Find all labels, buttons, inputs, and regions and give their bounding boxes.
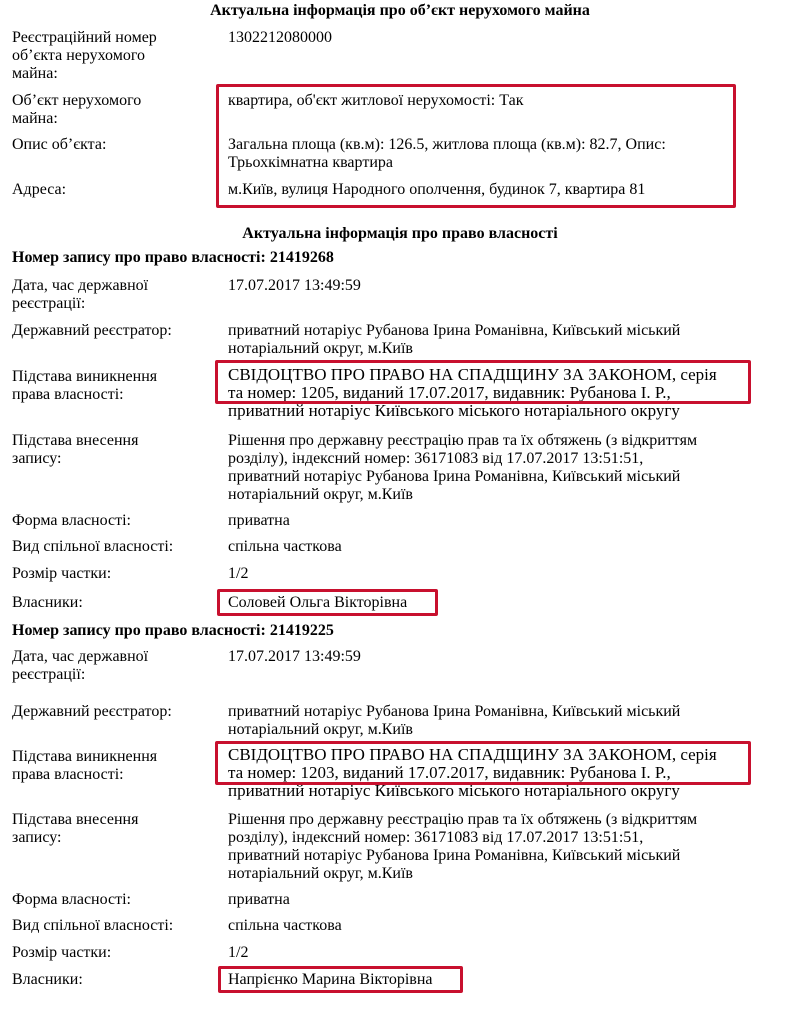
ownership-section-title: Актуальна інформація про право власності (242, 225, 558, 242)
record-1-joint-label: Вид спільної власності: (12, 538, 174, 555)
description-value: Загальна площа (кв.м): 126.5, житлова площа (кв.м): 82.7, Опис: Трьохкімнатна квартира (228, 136, 666, 171)
record-2-owners-highlight (218, 966, 463, 993)
record-1-entry-basis-label: Підстава внесення запису: (12, 432, 139, 467)
record-1-owners-label: Власники: (12, 594, 83, 611)
record-2-basis-label: Підстава виникнення права власності: (12, 748, 158, 783)
record-1-header: Номер запису про право власності: 21419268 (12, 249, 334, 266)
record-1-owners-highlight (217, 589, 438, 616)
record-1-basis-value: СВІДОЦТВО ПРО ПРАВО НА СПАДЩИНУ ЗА ЗАКОНОМ, серія та номер: 1205, виданий 17.07.2017, видавник: Рубанова І. Р., приватний нотаріус Київського міського нотаріального округу (228, 365, 717, 420)
record-1-entry-basis-value: Рішення про державну реєстрацію прав та їх обтяжень (з відкриттям розділу), індексний номер: 36171083 від 17.07.2017 13:51:51, приватний нотаріус Рубанова Ірина Романівна, Київський міський нотаріальний округ, м.Київ (228, 432, 698, 503)
record-2-form-value: приватна (228, 891, 290, 908)
property-highlight-box (216, 84, 736, 208)
record-2-basis-highlight (215, 741, 751, 785)
record-1-basis-label: Підстава виникнення права власності: (12, 368, 158, 403)
address-label: Адреса: (12, 181, 67, 198)
record-2-form-label: Форма власності: (12, 891, 131, 908)
address-value: м.Київ, вулиця Народного ополчення, будинок 7, квартира 81 (228, 181, 646, 198)
record-2-entry-basis-value: Рішення про державну реєстрацію прав та їх обтяжень (з відкриттям розділу), індексний номер: 36171083 від 17.07.2017 13:51:51, приватний нотаріус Рубанова Ірина Романівна, Київський міський нотаріальний округ, м.Київ (228, 811, 698, 882)
record-1-share-value: 1/2 (228, 565, 249, 582)
record-1-form-value: приватна (228, 512, 290, 529)
record-1-registrar-label: Державний реєстратор: (12, 322, 172, 339)
record-2-date-label: Дата, час державної реєстрації: (12, 648, 149, 683)
record-2-registrar-value: приватний нотаріус Рубанова Ірина Романівна, Київський міський нотаріальний округ, м.Київ (228, 703, 681, 738)
record-2-registrar-label: Державний реєстратор: (12, 703, 172, 720)
property-section-title: Актуальна інформація про об’єкт нерухомого майна (210, 2, 590, 19)
record-2-date-value: 17.07.2017 13:49:59 (228, 648, 361, 665)
record-2-header: Номер запису про право власності: 21419225 (12, 622, 334, 639)
object-value: квартира, об'єкт житлової нерухомості: Так (228, 92, 524, 109)
record-2-owners-value: Напрієнко Марина Вікторівна (228, 971, 433, 988)
record-1-registrar-value: приватний нотаріус Рубанова Ірина Романівна, Київський міський нотаріальний округ, м.Київ (228, 322, 681, 357)
record-2-basis-value: СВІДОЦТВО ПРО ПРАВО НА СПАДЩИНУ ЗА ЗАКОНОМ, серія та номер: 1203, виданий 17.07.2017, видавник: Рубанова І. Р., приватний нотаріус Київського міського нотаріального округу (228, 745, 717, 800)
record-2-owners-label: Власники: (12, 971, 83, 988)
reg-number-label: Реєстраційний номер об’єкта нерухомого майна: (12, 29, 157, 82)
record-2-share-value: 1/2 (228, 944, 249, 961)
record-1-share-label: Розмір частки: (12, 565, 112, 582)
record-2-entry-basis-label: Підстава внесення запису: (12, 811, 139, 846)
record-1-form-label: Форма власності: (12, 512, 131, 529)
record-1-date-label: Дата, час державної реєстрації: (12, 277, 149, 312)
reg-number-value: 1302212080000 (228, 29, 332, 46)
record-2-joint-label: Вид спільної власності: (12, 917, 174, 934)
object-label: Об’єкт нерухомого майна: (12, 92, 142, 127)
record-1-date-value: 17.07.2017 13:49:59 (228, 277, 361, 294)
record-1-owners-value: Соловей Ольга Вікторівна (228, 594, 408, 611)
record-2-joint-value: спільна часткова (228, 917, 342, 934)
record-2-share-label: Розмір частки: (12, 944, 112, 961)
record-1-basis-highlight (215, 360, 751, 404)
description-label: Опис об’єкта: (12, 136, 107, 153)
record-1-joint-value: спільна часткова (228, 538, 342, 555)
